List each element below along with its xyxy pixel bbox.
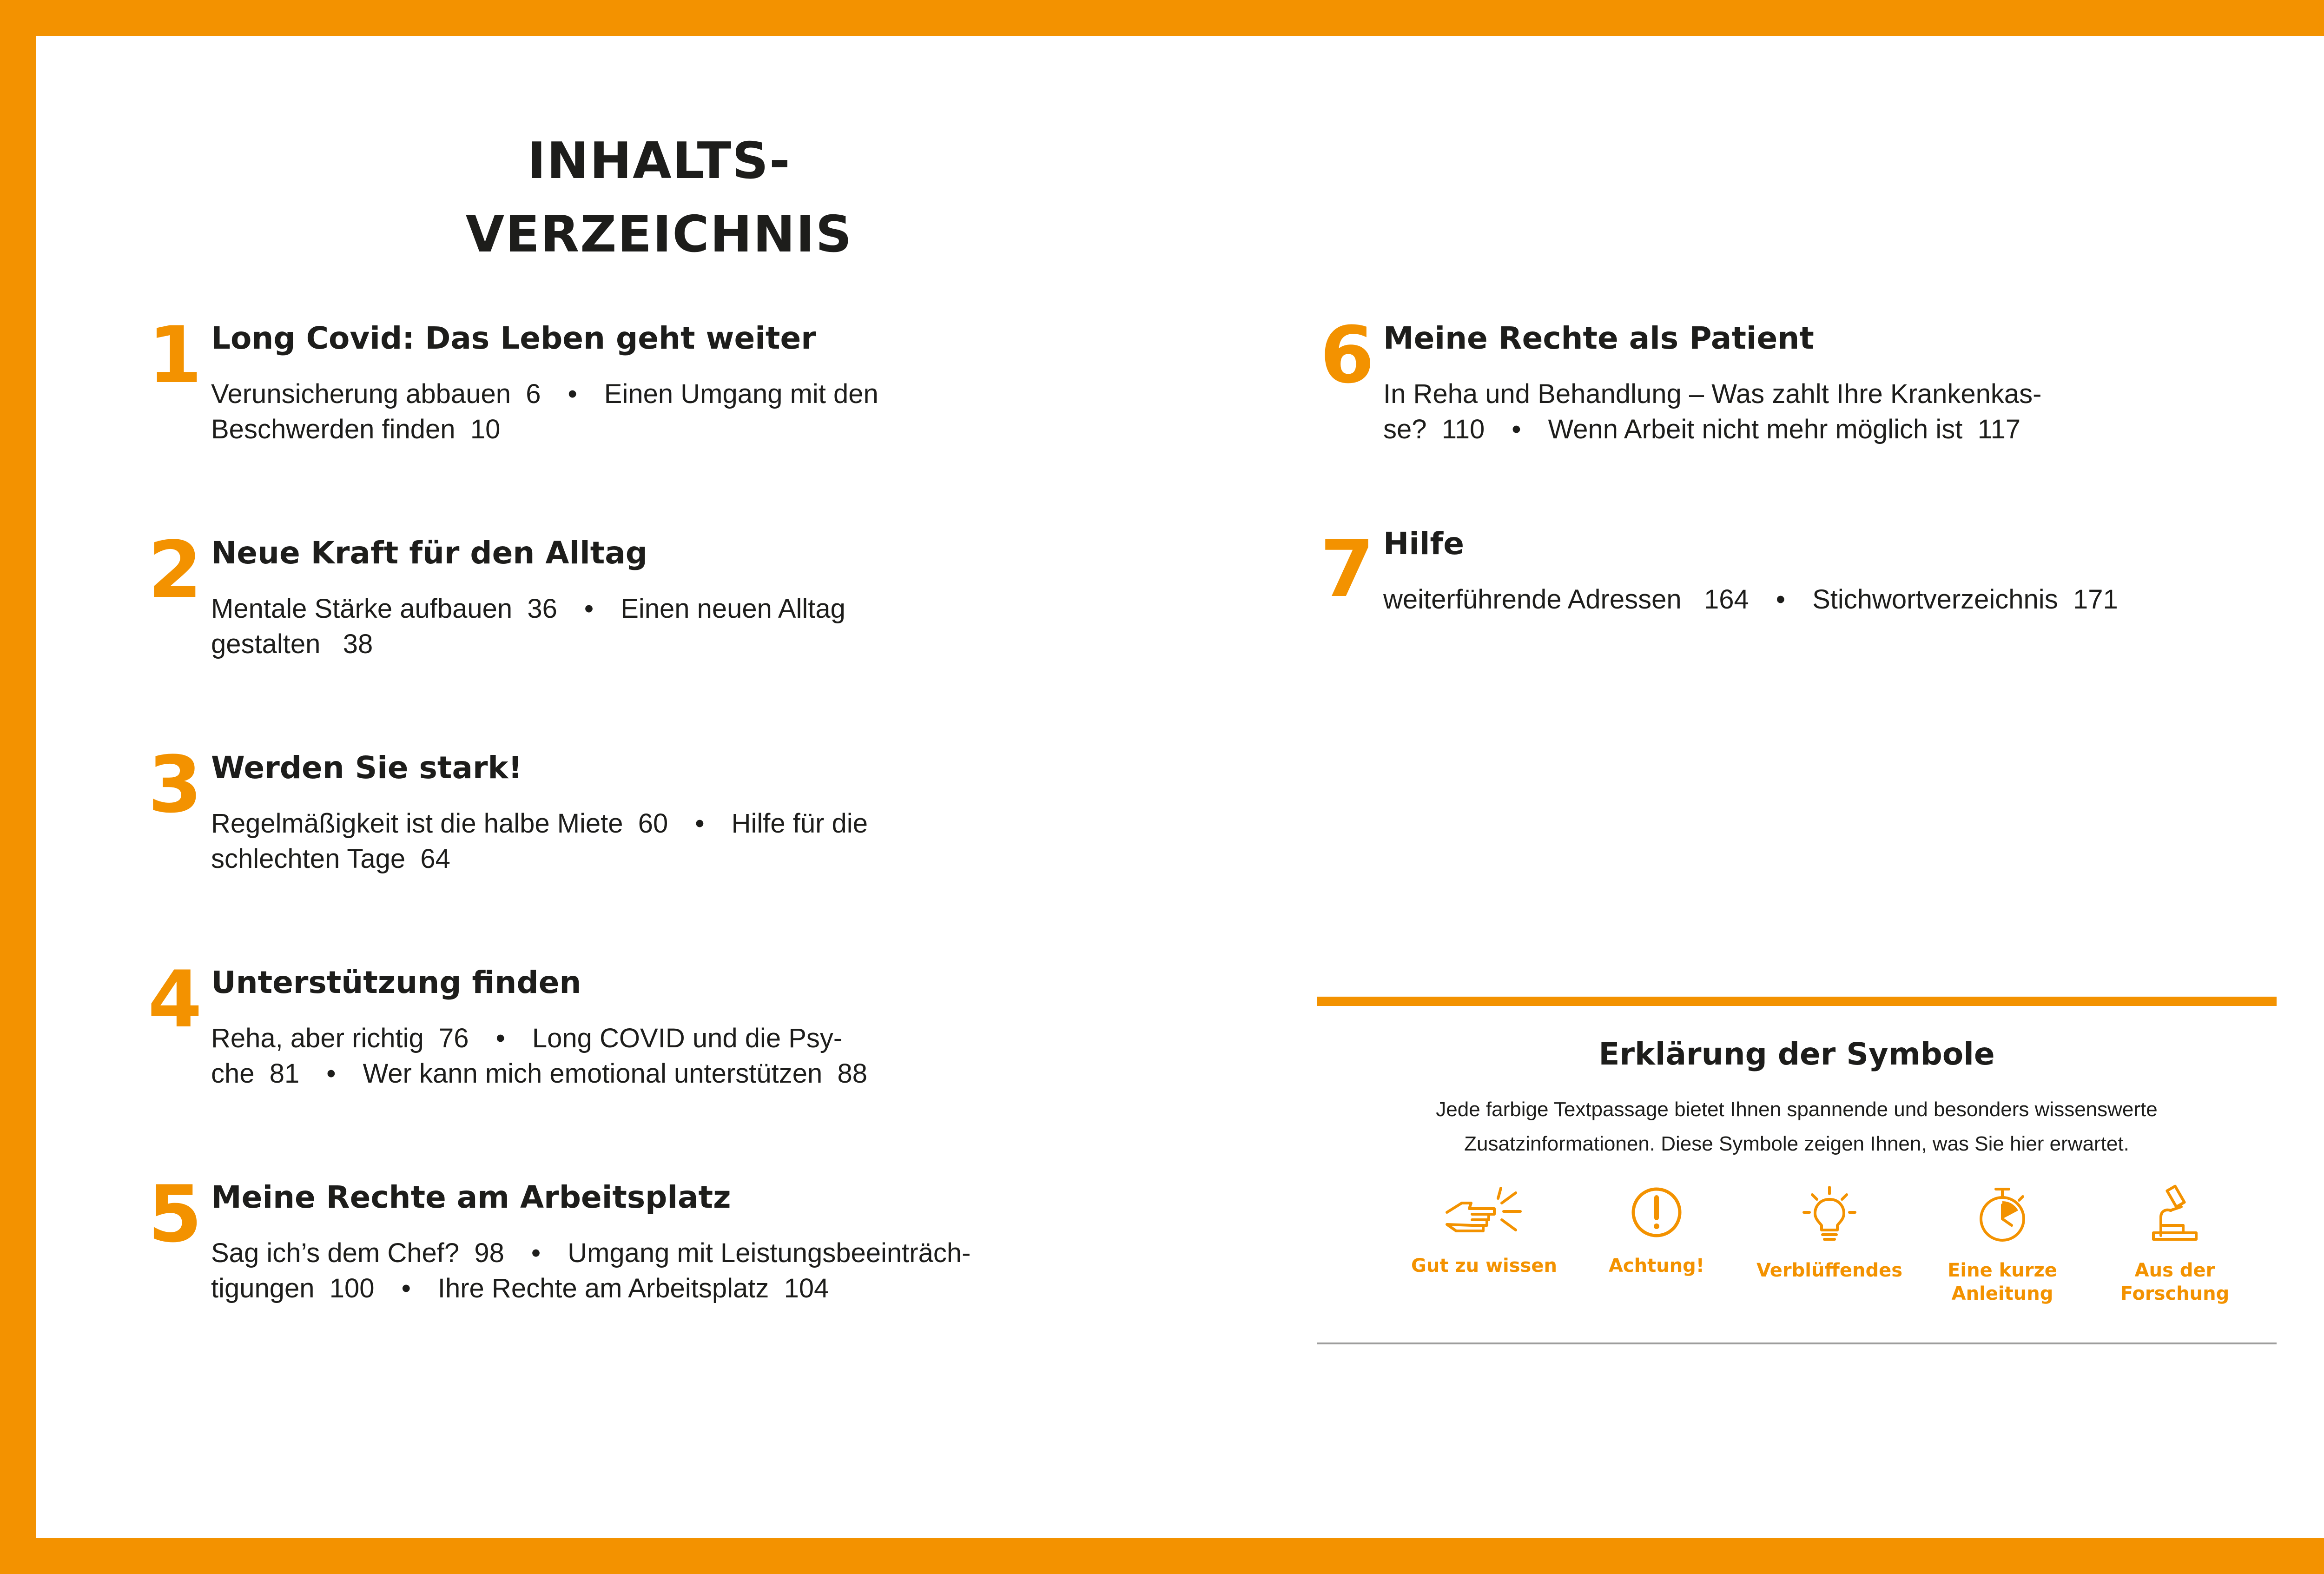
entry-page[interactable]: 60 bbox=[638, 808, 668, 839]
symbol-label: Achtung! bbox=[1608, 1255, 1705, 1276]
bullet-separator: • bbox=[401, 1273, 411, 1303]
entry-page[interactable]: 64 bbox=[420, 844, 450, 874]
symbol-label: Eine kurze Anleitung bbox=[1948, 1260, 2057, 1304]
chapter-number: 3 bbox=[148, 739, 200, 830]
symbol-achtung bbox=[1573, 1184, 1740, 1277]
entry-text[interactable]: Stichwortverzeichnis bbox=[1812, 584, 2058, 615]
legend-bottom-rule bbox=[1317, 1343, 2277, 1344]
chapter-title: Long Covid: Das Leben geht weiter bbox=[211, 320, 816, 356]
entry-page[interactable]: 76 bbox=[439, 1023, 469, 1053]
bullet-separator: • bbox=[326, 1058, 336, 1089]
chapter-title: Meine Rechte als Patient bbox=[1383, 320, 1814, 356]
bullet-separator: • bbox=[1776, 584, 1786, 615]
entry-page[interactable]: 38 bbox=[343, 629, 373, 659]
bullet-separator: • bbox=[584, 594, 594, 624]
page-title: INHALTS- VERZEICHNIS bbox=[465, 132, 853, 264]
bullet-separator: • bbox=[568, 379, 577, 409]
chapter-title: Unterstützung finden bbox=[211, 965, 581, 1000]
entry-page[interactable]: 10 bbox=[470, 414, 501, 444]
legend-top-rule bbox=[1317, 997, 2277, 1006]
entry-page[interactable]: 88 bbox=[837, 1058, 867, 1089]
entry-page[interactable]: 110 bbox=[1441, 414, 1485, 444]
entry-text[interactable]: Wenn Arbeit nicht mehr möglich ist bbox=[1548, 414, 1963, 444]
legend-title: Erklärung der Symbole bbox=[1598, 1036, 1995, 1072]
entry-page[interactable]: 171 bbox=[2073, 584, 2118, 615]
chapter-number: 2 bbox=[148, 524, 200, 615]
symbol-label: Aus der Forschung bbox=[2120, 1260, 2230, 1304]
entry-text[interactable]: Wer kann mich emotional unterstützen bbox=[363, 1058, 823, 1089]
lightbulb-icon bbox=[1799, 1184, 1860, 1245]
entry-page[interactable]: 36 bbox=[527, 594, 557, 624]
entry-page[interactable]: 117 bbox=[1977, 414, 2021, 444]
chapter-entries bbox=[1383, 582, 2173, 617]
entry-text[interactable]: Verunsicherung abbauen bbox=[211, 379, 511, 409]
entry-text[interactable]: Reha, aber richtig bbox=[211, 1023, 424, 1053]
entry-page[interactable]: 104 bbox=[784, 1273, 829, 1303]
chapter-entries bbox=[211, 1021, 1001, 1091]
symbol-verblueffendes bbox=[1746, 1184, 1913, 1282]
exclamation-circle-icon bbox=[1629, 1184, 1684, 1240]
legend-description: Jede farbige Textpassage bietet Ihnen spannende und besonders wissenswerte Zusatzinformationen. Diese Symbole zeigen Ihnen, was Sie hier erwartet. bbox=[1436, 1098, 2158, 1155]
microscope-icon bbox=[2147, 1184, 2203, 1245]
symbol-eine-kurze-anleitung bbox=[1919, 1184, 2086, 1305]
chapter-number: 5 bbox=[148, 1169, 200, 1260]
entry-text[interactable]: se? bbox=[1383, 414, 1427, 444]
symbol-aus-der-forschung bbox=[2091, 1184, 2258, 1305]
chapter-number: 1 bbox=[148, 310, 200, 401]
entry-text[interactable]: Regelmäßigkeit ist die halbe Miete bbox=[211, 808, 623, 839]
entry-text[interactable]: Long COVID und die Psy- bbox=[532, 1023, 843, 1053]
entry-text[interactable]: Sag ich’s dem Chef? bbox=[211, 1238, 460, 1268]
entry-text[interactable]: schlechten Tage bbox=[211, 844, 406, 874]
pointing-hand-icon bbox=[1442, 1184, 1526, 1240]
entry-page[interactable]: 164 bbox=[1703, 584, 1749, 615]
stopwatch-icon bbox=[1974, 1184, 2030, 1245]
entry-text[interactable]: Hilfe für die bbox=[731, 808, 868, 839]
entry-text[interactable]: Einen neuen Alltag bbox=[621, 594, 845, 624]
chapter-entries bbox=[211, 806, 1001, 877]
bullet-separator: • bbox=[1512, 414, 1521, 444]
chapter-number: 4 bbox=[148, 954, 200, 1045]
chapter-number: 7 bbox=[1320, 523, 1373, 615]
symbol-gut-zu-wissen bbox=[1400, 1184, 1568, 1277]
entry-text[interactable]: tigungen bbox=[211, 1273, 315, 1303]
chapter-entries bbox=[1383, 377, 2173, 447]
chapter-title: Meine Rechte am Arbeitsplatz bbox=[211, 1179, 731, 1215]
entry-text[interactable]: In Reha und Behandlung – Was zahlt Ihre Krankenkas- bbox=[1383, 379, 2042, 409]
chapter-number: 6 bbox=[1320, 310, 1373, 401]
entry-text[interactable]: che bbox=[211, 1058, 255, 1089]
entry-page[interactable]: 81 bbox=[269, 1058, 300, 1089]
entry-text[interactable]: Mentale Stärke aufbauen bbox=[211, 594, 513, 624]
chapter-entries bbox=[211, 591, 1001, 662]
chapter-title: Werden Sie stark! bbox=[211, 750, 522, 786]
entry-text[interactable]: Einen Umgang mit den bbox=[604, 379, 878, 409]
bullet-separator: • bbox=[531, 1238, 541, 1268]
bullet-separator: • bbox=[695, 808, 705, 839]
chapter-entries bbox=[211, 1236, 1001, 1306]
entry-text[interactable]: Beschwerden finden bbox=[211, 414, 456, 444]
bullet-separator: • bbox=[495, 1023, 505, 1053]
chapter-title: Hilfe bbox=[1383, 526, 1464, 562]
symbol-label: Verblüffendes bbox=[1756, 1260, 1903, 1281]
entry-page[interactable]: 98 bbox=[474, 1238, 504, 1268]
chapter-title: Neue Kraft für den Alltag bbox=[211, 535, 648, 571]
entry-text[interactable]: Umgang mit Leistungsbeeinträch- bbox=[568, 1238, 971, 1268]
toc-page bbox=[36, 36, 2324, 1538]
entry-text[interactable]: gestalten bbox=[211, 629, 321, 659]
entry-page[interactable]: 6 bbox=[526, 379, 541, 409]
chapter-entries bbox=[211, 377, 1001, 447]
entry-text[interactable]: Ihre Rechte am Arbeitsplatz bbox=[437, 1273, 769, 1303]
entry-text[interactable]: weiterführende Adressen bbox=[1383, 584, 1682, 615]
symbol-label: Gut zu wissen bbox=[1411, 1255, 1557, 1276]
entry-page[interactable]: 100 bbox=[329, 1273, 375, 1303]
